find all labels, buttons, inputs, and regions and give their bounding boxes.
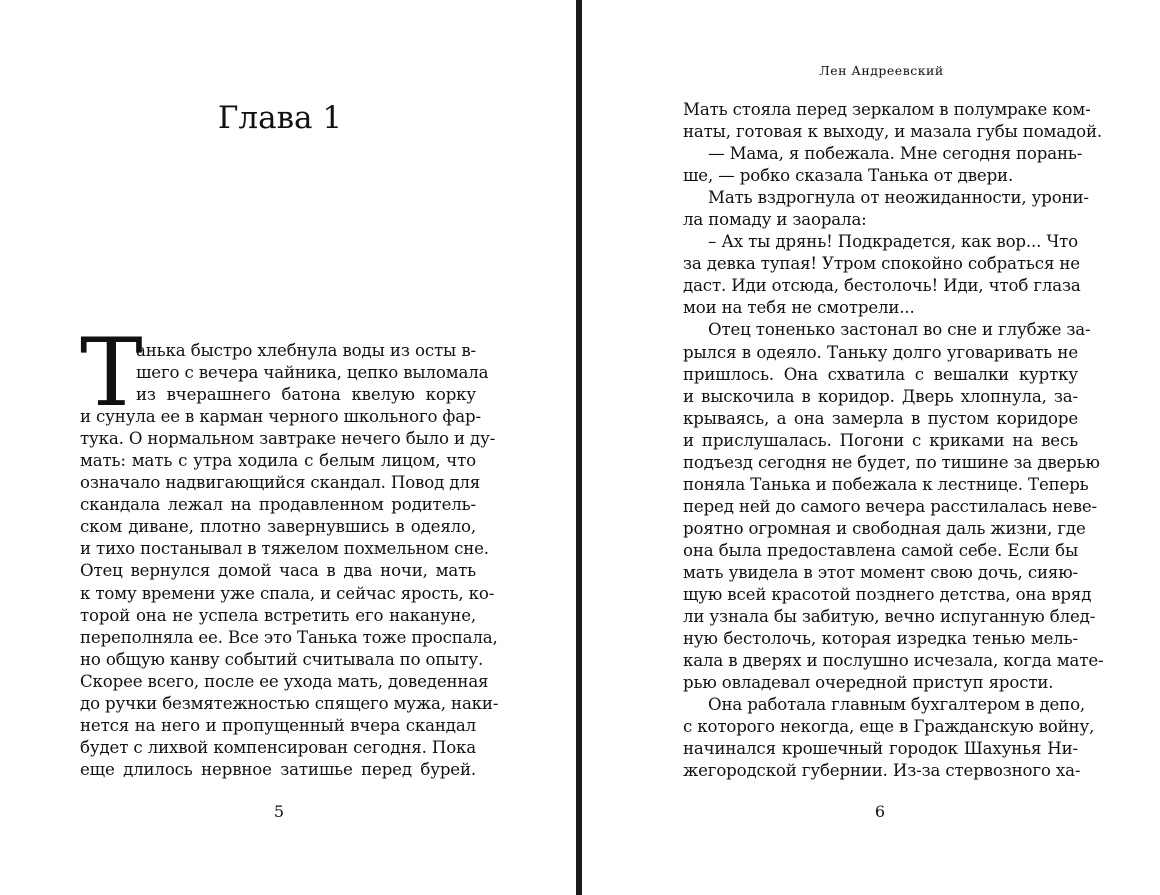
text-line: Мать стояла перед зеркалом в полумраке ком- xyxy=(683,100,1091,119)
text-line: анька быстро хлебнула воды из осты в- xyxy=(136,341,476,360)
text-line: щую всей красотой позднего детства, она вряд xyxy=(683,585,1092,605)
text-line: за девка тупая! Утром спокойно собраться не xyxy=(683,254,1080,274)
text-line: но общую канву событий считывала по опыту. xyxy=(80,649,484,669)
text-line: даст. Иди отсюда, бестолочь! Иди, чтоб глаза xyxy=(683,276,1081,296)
text-line: — Мама, я побежала. Мне сегодня порань- xyxy=(708,144,1083,164)
text-line: мать увидела в этот момент свою дочь, сияю- xyxy=(683,562,1078,582)
text-line: пришлось. Она схватила с вешалки куртку xyxy=(683,364,1078,384)
text-line: рылся в одеяло. Таньку долго уговаривать не xyxy=(683,342,1078,362)
text-line: она была предоставлена самой себе. Если бы xyxy=(683,540,1078,560)
text-line: Скорее всего, после ее ухода мать, доведенная xyxy=(80,671,489,691)
text-line: шего с вечера чайника, цепко выломала xyxy=(136,363,489,383)
text-line: перед ней до самого вечера расстилалась неве- xyxy=(683,496,1098,516)
text-line: к тому времени уже спала, и сейчас ярость, ко- xyxy=(80,583,495,603)
text-line: и выскочила в коридор. Дверь хлопнула, за- xyxy=(683,386,1078,406)
text-line: с которого некогда, еще в Гражданскую войну, xyxy=(683,717,1095,737)
text-line: скандала лежал на продавленном родитель- xyxy=(80,495,476,515)
text-line: переполняла ее. Все это Танька тоже проспала, xyxy=(80,627,498,647)
text-line: наты, готовая к выходу, и мазала губы помадой. xyxy=(683,122,1103,142)
text-line: подъезд сегодня не будет, по тишине за дверью xyxy=(683,452,1100,472)
text-line: кала в дверях и послушно исчезала, когда мате- xyxy=(683,651,1104,671)
text-line: поняла Танька и побежала к лестнице. Теперь xyxy=(683,474,1089,494)
text-line: и прислушалась. Погони с криками на весь xyxy=(683,430,1078,450)
text-line: – Ах ты дрянь! Подкрадется, как вор... Что xyxy=(708,232,1078,252)
text-line: жегородской губернии. Из-за стервозного ха- xyxy=(683,761,1081,781)
text-line: роятно огромная и свободная даль жизни, где xyxy=(683,518,1086,538)
right-body-text xyxy=(683,99,1104,782)
text-line: и тихо постанывал в тяжелом похмельном сне. xyxy=(80,539,489,559)
right-page xyxy=(582,0,1160,895)
running-header: Лен Андреевский xyxy=(819,63,944,78)
text-line: крываясь, а она замерла в пустом коридоре xyxy=(683,408,1078,428)
text-line: ла помаду и заорала: xyxy=(683,210,867,230)
text-line: торой она не успела встретить его накануне, xyxy=(80,605,476,625)
text-line: Мать вздрогнула от неожиданности, урони- xyxy=(708,188,1089,208)
page-number-right: 6 xyxy=(874,802,886,821)
text-line: будет с лихвой компенсирован сегодня. Пока xyxy=(80,737,476,757)
left-page xyxy=(0,0,576,895)
page-number-left: 5 xyxy=(273,802,285,821)
text-line: мои на тебя не смотрели... xyxy=(683,298,915,318)
text-line: ную бестолочь, которая изредка тенью мель- xyxy=(683,629,1078,649)
text-line: рью овладевал очередной приступ ярости. xyxy=(683,673,1054,693)
text-line: до ручки безмятежностью спящего мужа, наки- xyxy=(80,693,499,713)
text-line: тука. О нормальном завтраке нечего было и ду- xyxy=(80,429,496,449)
text-line: означало надвигающийся скандал. Повод для xyxy=(80,473,481,493)
text-line: ше, — робко сказала Танька от двери. xyxy=(683,166,1014,186)
text-line: из вчерашнего батона квелую корку xyxy=(136,385,476,405)
chapter-title: Глава 1 xyxy=(217,100,343,136)
text-line: ском диване, плотно завернувшись в одеяло, xyxy=(80,517,476,537)
left-body-text xyxy=(80,340,499,781)
text-line: нется на него и пропущенный вчера скандал xyxy=(80,715,476,735)
text-line: начинался крошечный городок Шахунья Ни- xyxy=(683,739,1078,759)
text-line: Отец тоненько застонал во сне и глубже за- xyxy=(708,320,1091,340)
text-line: мать: мать с утра ходила с белым лицом, что xyxy=(80,451,476,471)
text-line: еще длилось нервное затишье перед бурей. xyxy=(80,759,476,779)
text-line: и сунула ее в карман черного школьного фар- xyxy=(80,407,481,427)
text-line: Отец вернулся домой часа в два ночи, мать xyxy=(80,561,476,581)
drop-cap: Т xyxy=(80,319,143,428)
text-line: ли узнала бы забитую, вечно испуганную блед- xyxy=(683,607,1096,627)
text-line: Она работала главным бухгалтером в депо, xyxy=(708,695,1086,715)
